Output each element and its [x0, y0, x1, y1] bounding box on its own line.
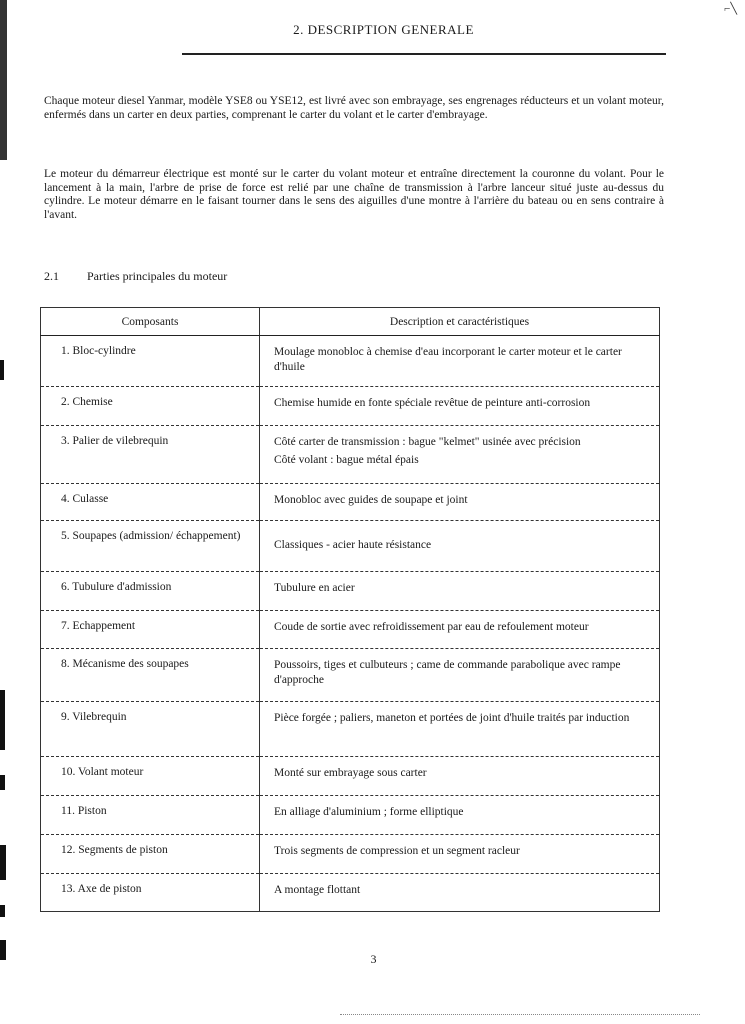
- description-cell: Moulage monobloc à chemise d'eau incorporant le carter moteur et le carter d'huile: [260, 336, 660, 387]
- description-cell: A montage flottant: [260, 874, 660, 912]
- scan-edge-mark: [0, 905, 5, 917]
- description-cell: Monté sur embrayage sous carter: [260, 757, 660, 796]
- table-row: [41, 649, 660, 702]
- scan-edge-mark: [0, 690, 5, 750]
- section-heading: [44, 269, 227, 284]
- scan-edge-mark: [0, 845, 6, 880]
- table-row: [41, 835, 660, 874]
- starter-paragraph: Le moteur du démarreur électrique est monté sur le carter du volant moteur et entraîne directement la couronne du volant. Pour le lancement à la main, l'arbre de prise de force est relié par une chaîne de transmission à l'arbre lanceur situé juste au-dessus du cylindre. Le moteur démarre en le faisant tourner dans le sens des aiguilles d'une montre à l'arrière du bateau ou en sens contraire à l'avant.: [44, 168, 664, 221]
- component-cell: 6. Tubulure d'admission: [41, 572, 260, 611]
- component-cell: 7. Echappement: [41, 611, 260, 649]
- component-cell: 9. Vilebrequin: [41, 702, 260, 757]
- table-row: [41, 521, 660, 572]
- component-cell: 11. Piston: [41, 796, 260, 835]
- column-header-components: Composants: [41, 308, 260, 336]
- corner-scan-mark: ⌐╲: [724, 3, 737, 15]
- header-rule: [182, 53, 666, 55]
- page-number: 3: [370, 952, 377, 966]
- description-line: Côté volant : bague métal épais: [274, 454, 419, 466]
- description-cell: Poussoirs, tiges et culbuteurs ; came de commande parabolique avec rampe d'approche: [260, 649, 660, 702]
- table-row: [41, 757, 660, 796]
- description-cell: Coude de sortie avec refroidissement par eau de refoulement moteur: [260, 611, 660, 649]
- table-row: [41, 611, 660, 649]
- component-cell: 13. Axe de piston: [41, 874, 260, 912]
- table-row: [41, 796, 660, 835]
- component-cell: 2. Chemise: [41, 387, 260, 426]
- description-cell: Pièce forgée ; paliers, maneton et portées de joint d'huile traités par induction: [260, 702, 660, 757]
- component-cell: 10. Volant moteur: [41, 757, 260, 796]
- description-cell: [260, 426, 660, 484]
- component-cell: 1. Bloc-cylindre: [41, 336, 260, 387]
- table-row: [41, 387, 660, 426]
- component-cell: 4. Culasse: [41, 484, 260, 521]
- table-header-row: [41, 308, 660, 336]
- description-cell: En alliage d'aluminium ; forme elliptique: [260, 796, 660, 835]
- column-header-description: Description et caractéristiques: [260, 308, 660, 336]
- table-row: [41, 702, 660, 757]
- table-row: [41, 874, 660, 912]
- page-title: 2. DESCRIPTION GENERALE: [293, 22, 474, 37]
- section-number: 2.1: [44, 269, 59, 283]
- engine-parts-table: [40, 307, 660, 912]
- scan-edge-mark: [0, 360, 4, 380]
- table-row: [41, 426, 660, 484]
- scan-noise: [340, 1014, 700, 1017]
- description-line: Côté carter de transmission : bague "kelmet" usinée avec précision: [274, 436, 581, 448]
- intro-paragraph: Chaque moteur diesel Yanmar, modèle YSE8 ou YSE12, est livré avec son embrayage, ses engrenages réducteurs et un volant moteur, enfermés dans un carter en deux parties, comprenant le carter du volant et le carter d'embrayage.: [44, 95, 664, 121]
- component-cell: 3. Palier de vilebrequin: [41, 426, 260, 484]
- table-row: [41, 336, 660, 387]
- component-cell: 12. Segments de piston: [41, 835, 260, 874]
- description-cell: Chemise humide en fonte spéciale revêtue de peinture anti-corrosion: [260, 387, 660, 426]
- table-row: [41, 572, 660, 611]
- scan-edge-mark: [0, 775, 5, 790]
- component-cell: 5. Soupapes (admission/ échappement): [41, 521, 260, 572]
- section-title: Parties principales du moteur: [87, 269, 228, 283]
- description-cell: Classiques - acier haute résistance: [260, 521, 660, 572]
- description-cell: Monobloc avec guides de soupape et joint: [260, 484, 660, 521]
- description-cell: Trois segments de compression et un segment racleur: [260, 835, 660, 874]
- description-cell: Tubulure en acier: [260, 572, 660, 611]
- component-cell: 8. Mécanisme des soupapes: [41, 649, 260, 702]
- table-row: [41, 484, 660, 521]
